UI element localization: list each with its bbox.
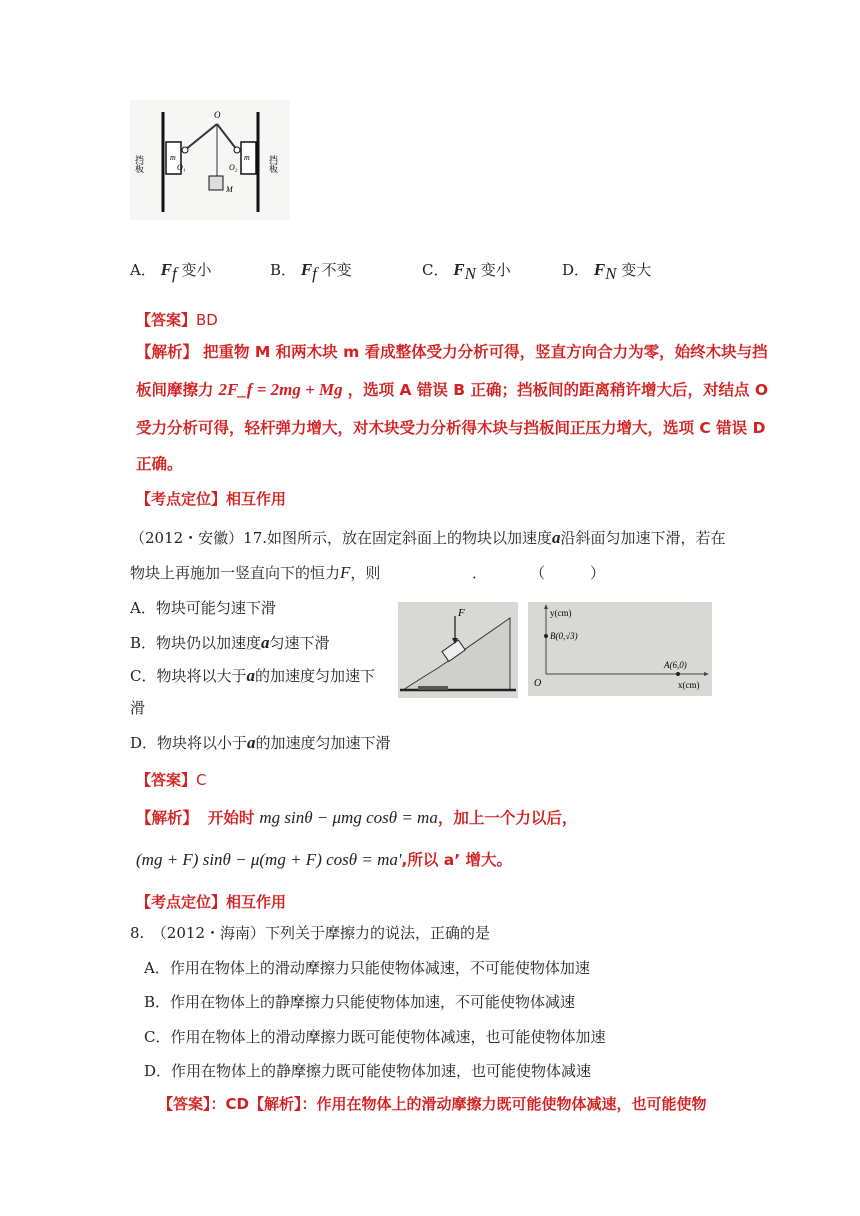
label-o2: O₂	[229, 163, 238, 172]
answer-line-prev: 【答案】BD	[136, 311, 218, 329]
option-b: B． $F_f$ 不变	[270, 260, 352, 283]
q17-option-a: A．物块可能匀速下滑	[130, 599, 276, 617]
q17-stem-dot: ．	[472, 564, 488, 582]
analysis-line-3: 受力分析可得，轻杆弹力增大，对木块受力分析得木块与挡板间正压力增大，选项 C 错误 D	[136, 419, 766, 437]
graph-point-b: B(0,√3)	[550, 631, 578, 641]
q8-answer-line: 【答案】：CD【解析】：作用在物体上的滑动摩擦力既可能使物体减速，也可能使物	[158, 1095, 707, 1113]
figure-coordinate-graph	[528, 602, 712, 696]
figure-incline	[398, 602, 518, 698]
label-o: O	[214, 110, 221, 120]
q8-stem: 8. （2012・海南）下列关于摩擦力的说法，正确的是	[130, 924, 490, 942]
option-d: D． $F_N$ 变大	[562, 260, 652, 283]
label-o1: O₁	[177, 163, 186, 172]
analysis-line-1: 【解析】 把重物 M 和两木块 m 看成整体受力分析可得，竖直方向合力为零，始终木块与挡	[136, 343, 768, 361]
graph-svg	[528, 602, 712, 696]
option-c: C． $F_N$ 变小	[422, 260, 511, 283]
q17-stem-line-2: 物块上再施加一竖直向下的恒力F，则	[130, 563, 381, 582]
label-left-plate: 挡板	[133, 155, 143, 173]
label-m-right: m	[244, 153, 250, 162]
graph-origin: O	[534, 678, 542, 689]
incline-svg	[398, 602, 518, 698]
label-right-plate: 挡板	[267, 155, 277, 173]
graph-xlabel: x(cm)	[678, 680, 700, 690]
q17-answer-paren: （ ）	[530, 564, 606, 582]
q8-option-a: A．作用在物体上的滑动摩擦力只能使物体减速，不可能使物体加速	[144, 959, 590, 977]
q17-answer-line: 【答案】C	[136, 771, 207, 789]
topic-line-prev: 【考点定位】相互作用	[136, 490, 287, 508]
q8-option-b: B．作用在物体上的静摩擦力只能使物体加速，不可能使物体减速	[144, 993, 576, 1011]
analysis-line-4: 正确。	[136, 455, 183, 473]
q8-option-d: D．作用在物体上的静摩擦力既可能使物体加速，也可能使物体减速	[144, 1062, 592, 1080]
label-force-f: F	[458, 607, 465, 619]
label-m-left: m	[170, 153, 176, 162]
q17-option-d: D．物块将以小于a的加速度匀加速下滑	[130, 733, 391, 752]
q17-analysis-line-1: 【解析】 开始时 mg sinθ − μmg cosθ = ma，加上一个力以后，	[136, 808, 578, 827]
q17-analysis-line-2: (mg + F) sinθ − μ(mg + F) cosθ = ma',所以 a’ 增大。	[136, 850, 513, 869]
analysis-line-2: 板间摩擦力 2F_f = 2mg + Mg ，选项 A 错误 B 正确；挡板间的距离稍许增大后，对结点 O	[136, 380, 769, 399]
label-big-m: M	[226, 185, 233, 194]
q17-option-c-cont: 滑	[130, 699, 146, 717]
figure-plates-diagram	[130, 100, 290, 220]
graph-ylabel: y(cm)	[550, 608, 572, 618]
option-a: A． $F_f$ 变小	[130, 260, 212, 283]
graph-point-a: A(6,0)	[664, 660, 687, 670]
q8-option-c: C．作用在物体上的滑动摩擦力既可能使物体减速，也可能使物体加速	[144, 1028, 606, 1046]
plates-svg	[130, 100, 290, 220]
q17-option-c: C．物块将以大于a的加速度匀加速下	[130, 666, 375, 685]
q17-stem-line-1: （2012・安徽）17.如图所示，放在固定斜面上的物块以加速度a沿斜面匀加速下滑，若在	[130, 528, 726, 547]
q17-topic-line: 【考点定位】相互作用	[136, 893, 287, 911]
q17-option-b: B．物块仍以加速度a匀速下滑	[130, 633, 330, 652]
